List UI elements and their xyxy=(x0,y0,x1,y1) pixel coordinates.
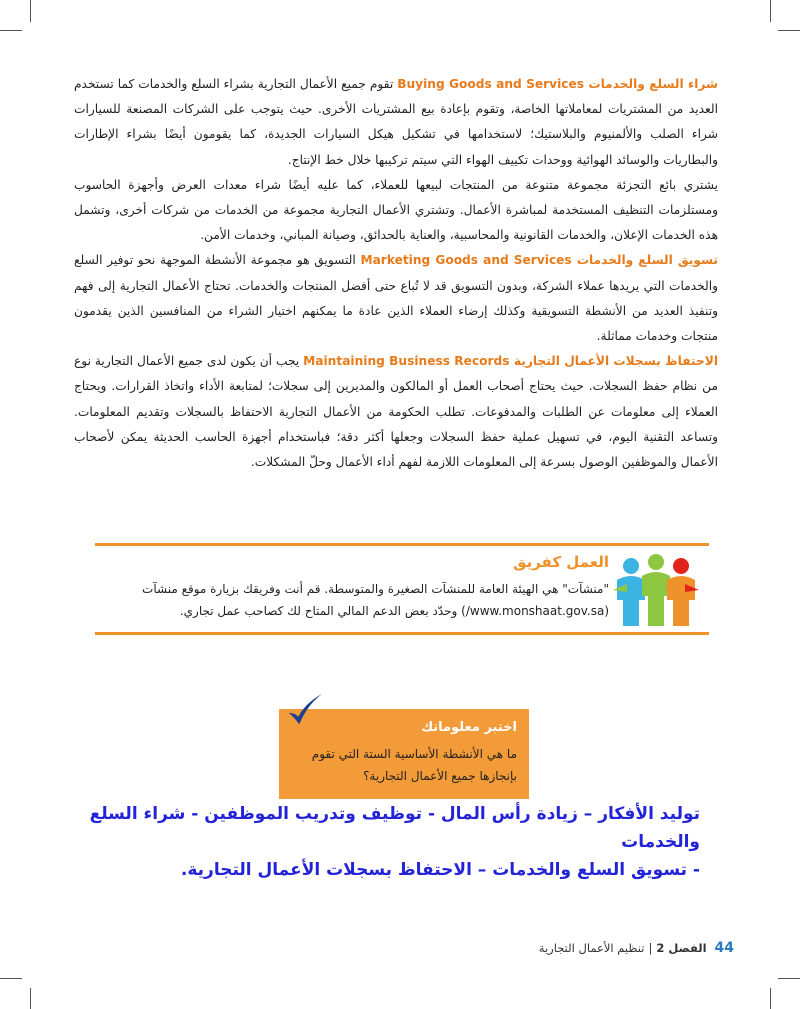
paragraph-text: يشتري بائع التجزئة مجموعة متنوعة من المنتجات لبيعها للعملاء، كما عليه أيضًا شراء معدات العرض وأجهزة الحاسوب ومستلزمات التنظيف المستخدمة لمباشرة الأعمال. وتشتري الأعمال التجارية مجموعة من الخدمات من شركات أخرى، وتشمل هذه الخدمات الإعلان، والخدمات القانونية والمحاسبية، والعناية بالحدائق، وصيانة المباني، وخدمات الأمن. xyxy=(74,177,718,243)
page-footer xyxy=(539,940,734,956)
paragraph-buying xyxy=(74,72,718,173)
paragraph-text: تقوم جميع الأعمال التجارية بشراء السلع والخدمات كما تستخدم العديد من المشتريات لمعاملاتها الخاصة، وتقوم بإعادة بيع المشتريات الأخرى. حيث يتوجب على الشركات المصنعة للسيارات شراء الصلب والألمنيوم والبلاستيك؛ لاستخدامها في تشكيل هيكل السيارات الجديدة، كما يقومون أيضًا بشراء الإطارات والبطاريات والوسائد الهوائية ووحدات تكييف الهواء التي سيتم تركيبها خلال خط الإنتاج. xyxy=(74,77,718,167)
page-number: 44 xyxy=(714,940,734,956)
body-text xyxy=(74,72,718,475)
teamwork-title: العمل كفريق xyxy=(513,553,609,571)
handwritten-answer xyxy=(60,800,700,884)
paragraph-text: يجب أن يكون لدى جميع الأعمال التجارية نوع من نظام حفظ السجلات. حيث يحتاج أصحاب العمل أو المالكون والمديرين إلى سجلات؛ لمتابعة الأداء واتخاذ القرارات. ويحتاج العملاء إلى معلومات عن الطلبات والمدفوعات. تطلب الحكومة من الأعمال التجارية الاحتفاظ بالسجلات وتقديم المعلومات. وتساعد التقنية اليوم، في تسهيل عملية حفظ السجلات وجعلها أكثر دقة؛ فباستخدام أجهزة الحاسب الحديثة يمكن لأصحاب الأعمال والموظفين الوصول بسرعة إلى المعلومات اللازمة لفهم أداء الأعمال وحلّ المشكلات. xyxy=(74,354,718,470)
crop-mark xyxy=(770,0,771,22)
quiz-question: ما هي الأنشطة الأساسية الستة التي تقوم بإنجازها جميع الأعمال التجارية؟ xyxy=(311,747,517,783)
crop-mark xyxy=(30,988,31,1009)
paragraph-marketing xyxy=(74,248,718,349)
checkmark-icon xyxy=(286,692,324,730)
chapter-label: الفصل 2 xyxy=(656,941,707,955)
crop-mark xyxy=(30,0,31,22)
answer-line: توليد الأفكار – زيادة رأس المال - توظيف وتدريب الموظفين - شراء السلع والخدمات xyxy=(89,804,700,852)
chapter-title: تنظيم الأعمال التجارية xyxy=(538,941,645,955)
crop-mark xyxy=(778,30,800,31)
crop-mark xyxy=(0,978,22,979)
heading-buying: شراء السلع والخدمات Buying Goods and Services xyxy=(397,77,718,91)
crop-mark xyxy=(778,978,800,979)
heading-marketing: تسويق السلع والخدمات Marketing Goods and Services xyxy=(360,253,718,268)
paragraph-records xyxy=(74,349,718,475)
footer-separator: | xyxy=(648,941,653,955)
team-people-icon xyxy=(611,550,701,630)
paragraph-text: التسويق هو مجموعة الأنشطة الموجهة نحو توفير السلع والخدمات التي يريدها عملاء الشركة، وبدون التسويق قد لا تُباع حتى أفضل المنتجات والخدمات. تحتاج الأعمال التجارية إلى فهم وتنفيذ العديد من الأنشطة التسويقية وكذلك إرضاء العملاء الذين عادة ما يمكنهم اختيار الشراء من المنافسين الذين يقدمون منتجات وخدمات مماثلة. xyxy=(74,253,718,344)
heading-records: الاحتفاظ بسجلات الأعمال التجارية Maintaining Business Records xyxy=(303,354,719,369)
answer-line: - تسويق السلع والخدمات – الاحتفاظ بسجلات الأعمال التجارية. xyxy=(180,860,700,880)
teamwork-box xyxy=(95,543,709,635)
crop-mark xyxy=(770,988,771,1009)
quiz-title: اختبر معلوماتك xyxy=(421,720,517,735)
paragraph-retail xyxy=(74,173,718,249)
crop-mark xyxy=(0,30,22,31)
teamwork-text: "منشآت" هي الهيئة العامة للمنشآت الصغيرة والمتوسطة. قم أنت وفريقك بزيارة موقع منشآت (www.monshaat.gov.sa/) وحدّد بعض الدعم المالي المتاح لك كصاحب عمل تجاري. xyxy=(142,582,609,618)
